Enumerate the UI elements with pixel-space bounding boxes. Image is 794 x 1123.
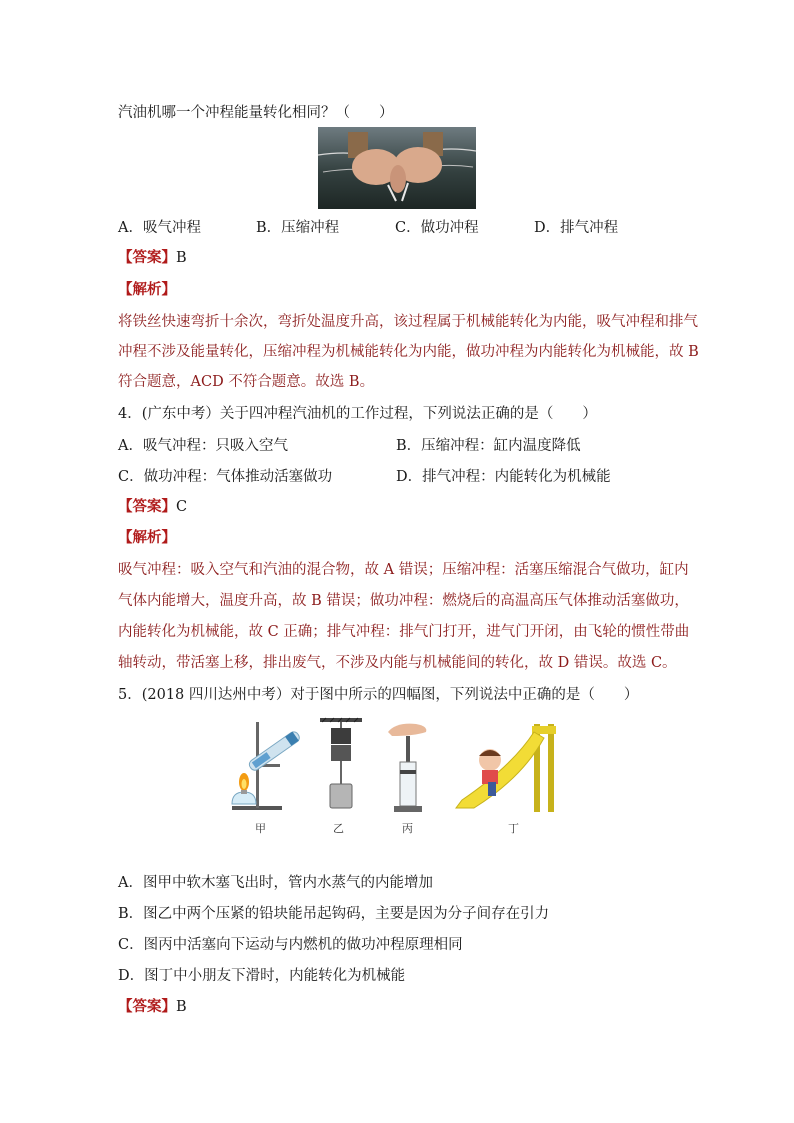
- q4-answer: [118, 497, 187, 517]
- q5-option-d: D．图丁中小朋友下滑时，内能转化为机械能: [118, 968, 406, 984]
- q5-answer-value: B: [176, 999, 187, 1015]
- q4-option-a: A．吸气冲程：只吸入空气: [118, 438, 288, 454]
- q5-stem: 5．(2018 四川达州中考）对于图中所示的四幅图，下列说法中正确的是（ ）: [118, 687, 639, 703]
- q4-stem: 4．(广东中考）关于四冲程汽油机的工作过程，下列说法正确的是（ ）: [118, 406, 597, 422]
- q4-answer-tag: 【答案】: [118, 498, 176, 515]
- q3-analysis-line: 将铁丝快速弯折十余次，弯折处温度升高，该过程属于机械能转化为内能，吸气冲程和排气: [118, 314, 698, 330]
- q5-option-b: B．图乙中两个压紧的铅块能吊起钩码，主要是因为分子间存在引力: [118, 906, 550, 922]
- q5-answer: [118, 997, 187, 1017]
- q4-analysis-line: 轴转动，带活塞上移，排出废气，不涉及内能与机械能间的转化，故 D 错误。故选 C。: [118, 655, 677, 671]
- q3-option-d: D．排气冲程: [534, 220, 619, 236]
- q3-answer-tag: 【答案】: [118, 249, 176, 266]
- q3-option-b: B．压缩冲程: [256, 220, 340, 236]
- figure-yi-lead-blocks: [318, 716, 364, 814]
- q4-option-b: B．压缩冲程：缸内温度降低: [396, 438, 581, 454]
- q4-option-c: C．做功冲程：气体推动活塞做功: [118, 469, 333, 485]
- figure-ding-child-on-slide: [452, 716, 564, 814]
- q4-answer-value: C: [176, 499, 188, 515]
- q5-option-c: C．图丙中活塞向下运动与内燃机的做功冲程原理相同: [118, 937, 463, 953]
- q3-option-c: C．做功冲程: [395, 220, 479, 236]
- q3-option-a: A．吸气冲程: [118, 220, 201, 236]
- q3-analysis-line: 冲程不涉及能量转化，压缩冲程为机械能转化为内能，做功冲程为内能转化为机械能，故 B: [118, 344, 699, 360]
- q5-answer-tag: 【答案】: [118, 998, 176, 1015]
- hands-bending-wire-illustration: [318, 127, 476, 209]
- figure-label-jia: 甲: [255, 822, 266, 835]
- q3-answer: [118, 248, 187, 268]
- q3-answer-value: B: [176, 250, 187, 266]
- q4-analysis-line: 内能转化为机械能，故 C 正确；排气冲程：排气门打开，进气门开闭，由飞轮的惯性带曲: [118, 624, 690, 640]
- figure-label-yi: 乙: [333, 822, 344, 835]
- figure-bing-piston-press: [386, 722, 430, 814]
- q3-stem: 汽油机哪一个冲程能量转化相同？（ ）: [118, 105, 394, 121]
- hands-bending-wire-photo: [318, 127, 476, 209]
- figure-jia-test-tube-heating: [222, 718, 312, 814]
- figure-label-ding: 丁: [508, 822, 519, 835]
- q4-option-d: D．排气冲程：内能转化为机械能: [396, 469, 611, 485]
- q4-analysis-line: 吸气冲程：吸入空气和汽油的混合物，故 A 错误；压缩冲程：活塞压缩混合气做功，缸内: [118, 562, 689, 578]
- q3-analysis-line: 符合题意，ACD 不符合题意。故选 B。: [118, 374, 375, 390]
- q5-option-a: A．图甲中软木塞飞出时，管内水蒸气的内能增加: [118, 875, 433, 891]
- q4-analysis-line: 气体内能增大，温度升高，故 B 错误；做功冲程：燃烧后的高温高压气体推动活塞做功，: [118, 593, 689, 609]
- q3-analysis-tag: 【解析】: [118, 281, 176, 298]
- q4-analysis-tag: 【解析】: [118, 529, 176, 546]
- figure-label-bing: 丙: [402, 822, 413, 835]
